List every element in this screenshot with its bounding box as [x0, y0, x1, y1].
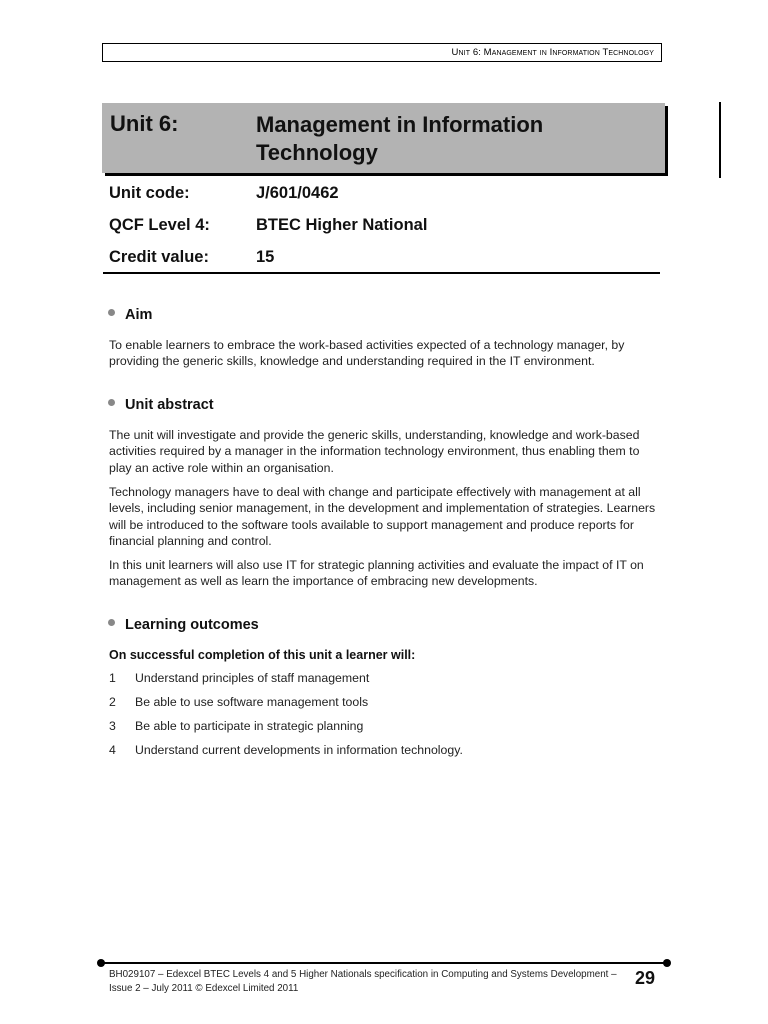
learning-outcomes-heading — [108, 617, 259, 633]
footer-divider — [101, 962, 667, 964]
learning-outcome-item — [109, 719, 363, 733]
meta-value: BTEC Higher National — [256, 216, 428, 234]
unit-number: Unit 6: — [110, 111, 179, 136]
unit-title-banner — [102, 103, 665, 173]
meta-value: 15 — [256, 248, 275, 266]
abstract-paragraph-1: The unit will investigate and provide the generic skills, understanding, knowledge and work-based activities required by a manager in the information technology environment, thus enabling them to play an active role within an organisation. — [109, 428, 640, 475]
outcome-text: Understand principles of staff management — [135, 671, 370, 685]
learning-outcomes-heading-text: Learning outcomes — [125, 617, 259, 633]
meta-label: Credit value: — [109, 248, 209, 266]
outcome-text: Be able to participate in strategic planning — [135, 719, 364, 733]
bullet-icon — [108, 399, 115, 406]
outcome-number: 3 — [109, 719, 116, 733]
bullet-icon — [108, 619, 115, 626]
running-header-text: Unit 6: Management in Information Technology — [451, 47, 654, 58]
outcome-number: 2 — [109, 695, 116, 709]
meta-value: J/601/0462 — [256, 184, 339, 202]
learning-outcomes-intro: On successful completion of this unit a learner will: — [109, 648, 416, 662]
aim-heading — [108, 307, 152, 323]
learning-outcome-item — [109, 671, 369, 685]
abstract-paragraph-3: In this unit learners will also use IT for strategic planning activities and evaluate the impact of IT on management as well as learn the importance of embracing new developments. — [109, 558, 644, 589]
footer-line-1: BH029107 – Edexcel BTEC Levels 4 and 5 Higher Nationals specification in Computing and Systems Development – — [109, 969, 617, 980]
abstract-heading — [108, 397, 214, 413]
unit-title: Management in Information Technology — [256, 112, 544, 165]
footer-line-2: Issue 2 – July 2011 © Edexcel Limited 2011 — [109, 983, 299, 994]
aim-heading-text: Aim — [125, 307, 153, 323]
footer-text — [109, 968, 629, 996]
abstract-heading-text: Unit abstract — [125, 397, 214, 413]
margin-bar — [719, 102, 721, 178]
outcome-text: Be able to use software management tools — [135, 695, 369, 709]
meta-divider — [103, 272, 660, 274]
outcome-number: 1 — [109, 671, 116, 685]
meta-row-unit-code — [109, 184, 339, 203]
bullet-icon — [108, 309, 115, 316]
learning-outcome-item — [109, 743, 463, 757]
running-header — [102, 43, 662, 62]
outcome-text: Understand current developments in information technology. — [135, 743, 463, 757]
abstract-paragraph-2: Technology managers have to deal with change and participate effectively with management at all levels, including senior management, in the development and implementation of strategies. Learners will be introduced to the software tools available to support management and produce reports for financial planning and control. — [109, 485, 656, 549]
meta-label: QCF Level 4: — [109, 216, 210, 234]
footer-dot-right — [663, 959, 671, 967]
meta-label: Unit code: — [109, 184, 190, 202]
outcome-number: 4 — [109, 743, 116, 757]
page-number: 29 — [635, 968, 656, 988]
learning-outcome-item — [109, 695, 368, 709]
aim-text: To enable learners to embrace the work-based activities expected of a technology manager, by providing the generic skills, knowledge and understanding required in the IT environment. — [109, 338, 625, 369]
footer-dot-left — [97, 959, 105, 967]
meta-row-credit-value — [109, 248, 275, 267]
meta-row-qcf-level — [109, 216, 428, 235]
